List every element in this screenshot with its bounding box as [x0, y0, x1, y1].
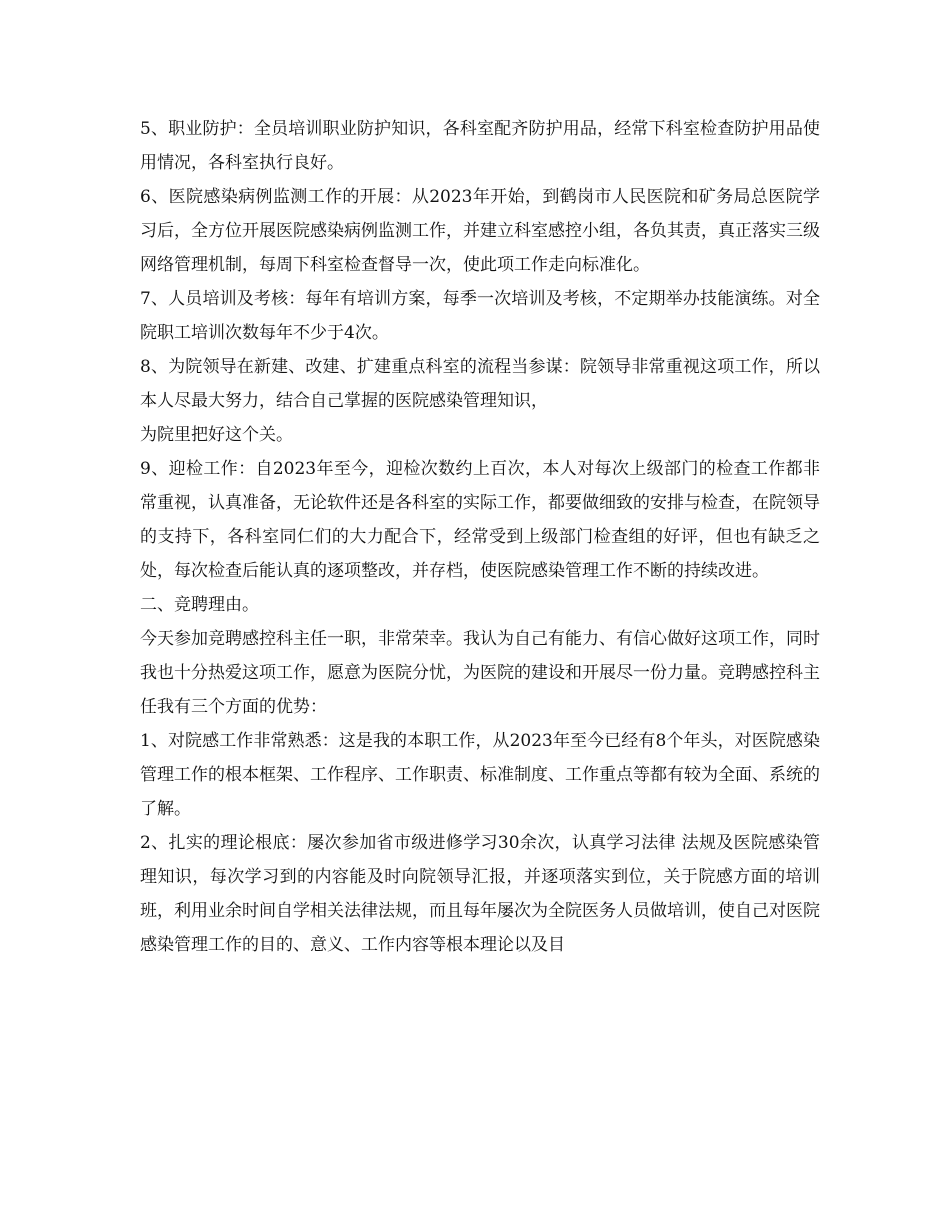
paragraph-reasons-intro: 今天参加竞聘感控科主任一职，非常荣幸。我认为自己有能力、有信心做好这项工作，同时我也十分热爱这项工作，愿意为医院分忧，为医院的建设和开展尽一份力量。竞聘感控科主任我有三个方面的优势： [140, 629, 820, 717]
paragraph-staff-training: 7、人员培训及考核：每年有培训方案，每季一次培训及考核，不定期举办技能演练。对全院职工培训次数每年不少于4次。 [140, 289, 820, 343]
paragraph-advisor-role-continued: 为院里把好这个关。 [140, 425, 293, 445]
paragraph-inspection-work: 9、迎检工作：自2023年至今，迎检次数约上百次，本人对每次上级部门的检查工作都非常重视，认真准备，无论软件还是各科室的实际工作，都要做细致的安排与检查，在院领导的支持下，各科室同仁们的大力配合下，经常受到上级部门检查组的好评，但也有缺乏之处，每次检查后能认真的逐项整改，并存档，使医院感染管理工作不断的持续改进。 [140, 459, 820, 581]
paragraph-infection-monitoring: 6、医院感染病例监测工作的开展：从2023年开始，到鹤岗市人民医院和矿务局总医院学习后，全方位开展医院感染病例监测工作，并建立科室感控小组，各负其责，真正落实三级网络管理机制，每周下科室检查督导一次，使此项工作走向标准化。 [140, 187, 820, 275]
section-heading-reasons: 二、竞聘理由。 [140, 595, 259, 615]
paragraph-theoretical-foundation: 2、扎实的理论根底：屡次参加省市级进修学习30余次，认真学习法律 法规及医院感染管理知识，每次学习到的内容能及时向院领导汇报，并逐项落实到位，关于院感方面的培训班，利用业余时间自学相关法律法规，而且每年屡次为全院医务人员做培训，使自己对医院感染管理工作的目的、意义、工作内容等根本理论以及目 [140, 833, 820, 955]
paragraph-occupational-protection: 5、职业防护：全员培训职业防护知识，各科室配齐防护用品，经常下科室检查防护用品使用情况，各科室执行良好。 [140, 119, 820, 173]
document-body [140, 112, 820, 962]
paragraph-familiarity: 1、对院感工作非常熟悉：这是我的本职工作，从2023年至今已经有8个年头，对医院感染管理工作的根本框架、工作程序、工作职责、标准制度、工作重点等都有较为全面、系统的了解。 [140, 731, 820, 819]
paragraph-advisor-role: 8、为院领导在新建、改建、扩建重点科室的流程当参谋：院领导非常重视这项工作，所以本人尽最大努力，结合自己掌握的医院感染管理知识， [140, 357, 820, 411]
